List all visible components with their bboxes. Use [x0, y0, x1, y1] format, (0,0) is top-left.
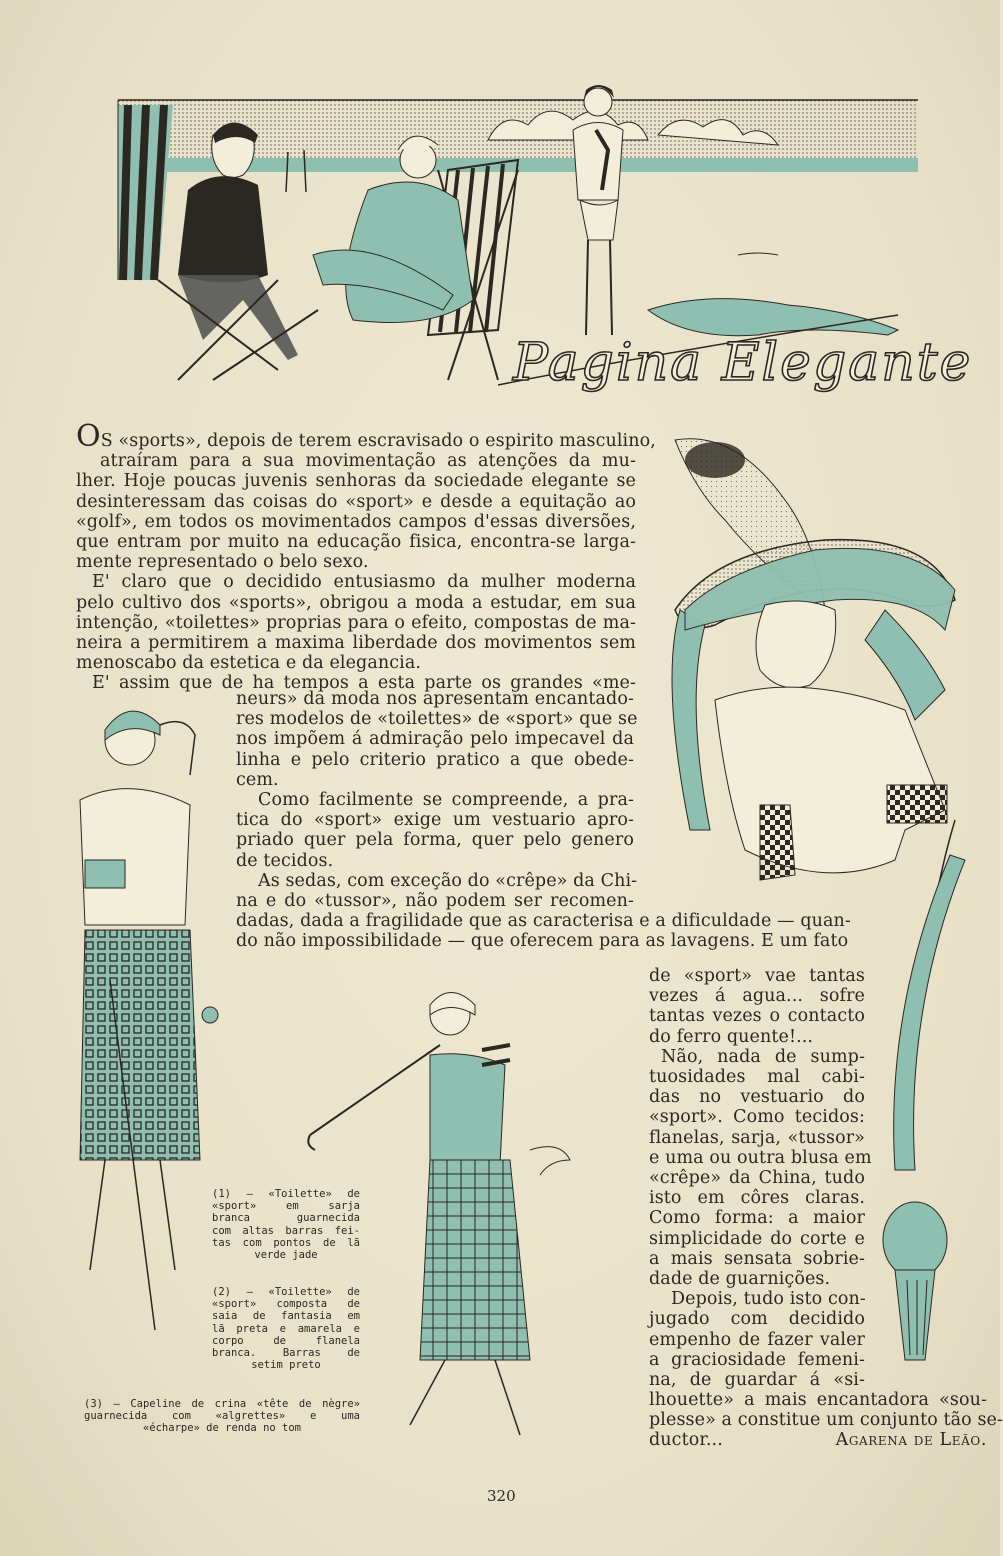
text-line: «sport». Como tecidos:: [649, 1107, 865, 1128]
text-line: de tecidos.: [236, 850, 334, 871]
text-line: empenho de fazer valer: [649, 1329, 865, 1350]
caption-line: saia de fantasia em: [212, 1310, 360, 1323]
figure-1-illustration: [60, 700, 220, 1340]
text-line: isto em côres claras.: [649, 1188, 865, 1209]
caption-line: setim preto: [251, 1359, 321, 1372]
text-line: linha e pelo criterio pratico a que obede-: [236, 749, 634, 770]
text-line: tantas vezes o contacto: [649, 1006, 865, 1027]
text-line: na, de guardar á «si-: [649, 1370, 865, 1391]
caption-line: tas com pontos de lã: [212, 1236, 360, 1249]
text-line: menoscabo da estetica e da elegancia.: [76, 653, 422, 674]
text-line: a mais sensata sobrie-: [649, 1248, 865, 1269]
text-line: simplicidade do corte e: [649, 1228, 865, 1249]
caption-line: com altas barras fei-: [212, 1224, 360, 1237]
text-line: a graciosidade femeni-: [649, 1349, 865, 1370]
text-line: pelo cultivo dos «sports», obrigou a moda a estudar, em sua: [76, 592, 636, 613]
text-line: Depois, tudo isto con-: [671, 1289, 866, 1310]
text-line: neurs» da moda nos apresentam encantado-: [236, 689, 634, 709]
text-line: S «sports», depois de terem escravisado o espirito masculino,: [100, 431, 656, 451]
text-line: «crêpe» da China, tudo: [649, 1168, 865, 1189]
intro-paragraph: [76, 419, 656, 694]
text-line: intenção, «toilettes» proprias para o efeito, compostas de ma-: [76, 612, 636, 633]
text-line: neira a permitirem a maxima liberdade dos movimentos sem: [76, 633, 636, 654]
text-line: atraíram para a sua movimentação as atenções da mu-: [100, 451, 636, 472]
text-line: Não, nada de sump-: [661, 1046, 865, 1067]
author-signature: Agarena de Leão.: [835, 1430, 987, 1451]
text-line: de «sport» vae tantas: [649, 966, 865, 986]
text-line: e uma ou outra blusa em: [649, 1147, 872, 1168]
caption-line: corpo de flanela: [212, 1334, 360, 1347]
text-line: As sedas, com exceção do «crêpe» da Chi-: [258, 870, 638, 891]
text-line: E' claro que o decidido entusiasmo da mulher moderna: [92, 572, 636, 593]
text-line: priado quer pela forma, quer pelo genero: [236, 830, 634, 851]
caption-line: «écharpe» de renda no tom: [142, 1422, 302, 1435]
text-line: lher. Hoje poucas juvenis senhoras da sociedade elegante se: [76, 471, 636, 492]
text-line: plesse» a constitue um conjunto tão se-: [649, 1410, 1003, 1431]
capeline-hat-illustration: [655, 420, 985, 1400]
text-line: «golf», em todos os movimentados campos d'essas diversões,: [76, 511, 636, 532]
text-line: res modelos de «toilettes» de «sport» que se: [236, 709, 638, 730]
text-line: cem.: [236, 769, 279, 790]
text-line: das no vestuario do: [649, 1087, 865, 1108]
caption-line: branca guarnecida: [212, 1212, 360, 1225]
caption-line: (1) — «Toilette» de: [212, 1188, 360, 1200]
caption-line: verde jade: [254, 1249, 318, 1262]
text-line: tuosidades mal cabi-: [649, 1067, 865, 1088]
text-line: ductor...: [649, 1430, 723, 1451]
text-line: lhouette» a mais encantadora «sou-: [649, 1390, 987, 1410]
caption-line: «sport» em sarja: [212, 1200, 360, 1213]
text-line: E' assim que de ha tempos a esta parte os grandes «me-: [92, 673, 636, 694]
text-line: do ferro quente!...: [649, 1026, 814, 1047]
middle-column: [236, 689, 638, 912]
text-line: na e do «tussor», não podem ser recomen-: [236, 891, 634, 912]
drop-cap: O: [76, 419, 101, 454]
text-line: nos impõem á admiração pelo impecavel da: [236, 729, 634, 750]
caption-line: lã preta e amarela e: [212, 1322, 360, 1335]
page-title: Pagina Elegante: [513, 333, 973, 393]
text-line: flanelas, sarja, «tussor»: [649, 1127, 865, 1148]
caption-line: (2) — «Toilette» de: [212, 1286, 360, 1298]
caption-line: «sport» composta de: [212, 1298, 360, 1311]
caption-1: [212, 1188, 360, 1261]
text-line: dadas, dada a fragilidade que as caracterisa e a dificuldade — quan-: [236, 911, 851, 931]
caption-2: [212, 1286, 360, 1371]
text-line: tica do «sport» exige um vestuario apro-: [236, 810, 634, 831]
text-line: Como forma: a maior: [649, 1208, 865, 1229]
text-line: dade de guarnições.: [649, 1269, 831, 1290]
text-line: vezes á agua... sofre: [649, 986, 865, 1007]
text-line: Como facilmente se compreende, a pra-: [258, 790, 634, 811]
caption-line: branca. Barras de: [212, 1347, 360, 1360]
header-beach-illustration: [118, 80, 973, 400]
caption-3: [84, 1398, 360, 1435]
page-number: 320: [487, 1487, 516, 1505]
text-line: do não impossibilidade — que oferecem para as lavagens. E um fato: [236, 931, 849, 952]
caption-line: guarnecida com «algrettes» e uma: [84, 1410, 360, 1423]
text-line: que entram por muito na educação fisica, encontra-se larga-: [76, 532, 636, 553]
text-line: mente representado o belo sexo.: [76, 552, 369, 573]
text-line: jugado com decidido: [649, 1309, 865, 1330]
caption-line: (3) — Capeline de crina «tête de nègre»: [84, 1398, 360, 1410]
text-line: desinteressam das coisas do «sport» e desde a equitação ao: [76, 491, 636, 512]
